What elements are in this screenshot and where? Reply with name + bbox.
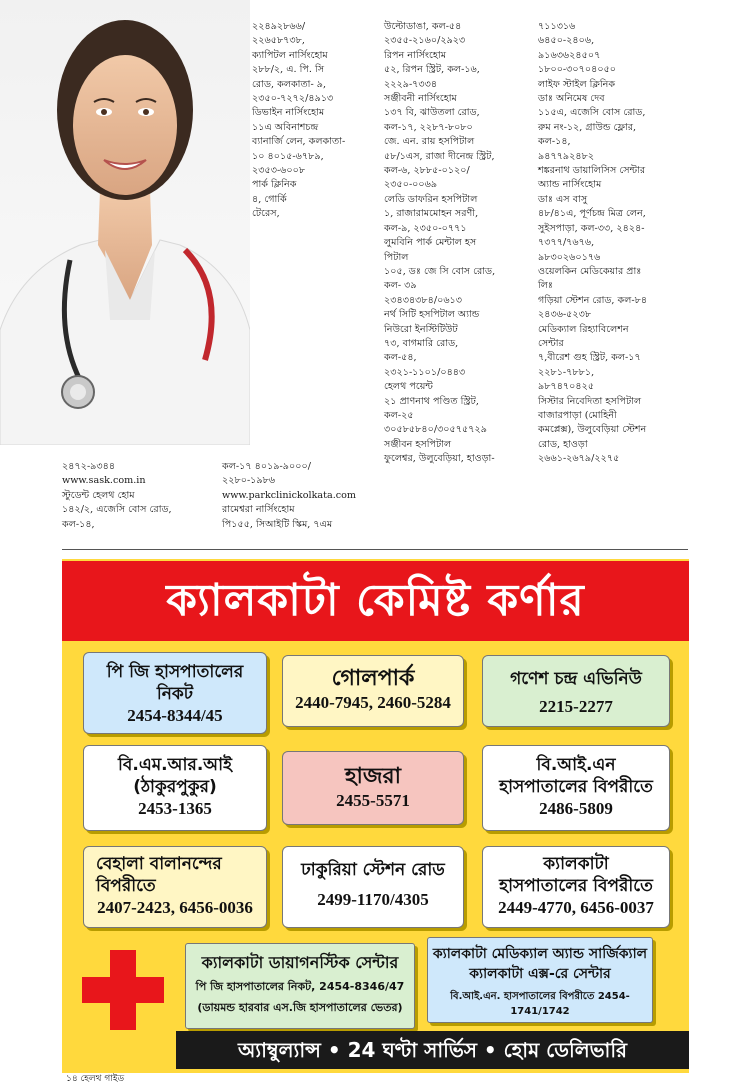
ad-box-label: পি জি হাসপাতালের নিকট [106,662,244,704]
ad-box-ganesh-chandra [482,655,670,727]
medical-title2: ক্যালকাটা এক্স-রে সেন্টার [469,966,611,982]
ad-box-phone: 2454-8344/45 [127,706,223,725]
ad-box-behala [83,846,267,928]
page-footer: ১৪ হেলথ গাইড [66,1074,125,1084]
ad-box-phone: 2486-5809 [539,799,613,818]
diagnostic-line2: (ডায়মন্ড হারবার এস.জি হাসপাতালের ভেতর) [197,1001,403,1014]
ad-box-golpark [282,655,464,727]
ad-box-phone: 2215-2277 [539,697,613,716]
ad-box-hazra [282,751,464,825]
ad-box-bmri [83,745,267,831]
ad-box-label: গোলপার্ক [331,666,415,691]
doctor-photo [0,0,250,445]
section-divider [62,549,688,550]
diagnostic-title: ক্যালকাটা ডায়াগনস্টিক সেন্টার [201,953,399,972]
ad-box-label: ঢাকুরিয়া স্টেশন রোড [301,860,445,880]
ad-box-phone: 2499-1170/4305 [317,890,429,909]
ad-services-bar: অ্যাম্বুল্যান্স • 24 ঘণ্টা সার্ভিস • হোম ডেলিভারি [176,1031,689,1069]
ad-box-label: গণেশ চন্দ্র এভিনিউ [510,669,642,689]
listing-column-2: উল্টোডাঙা, কল-৫৪ ২৩৫৫-২১৬০/২৯২৩ রিপন নার্সিংহোম ৫২, রিপন স্ট্রিট, কল-১৬, ২২২৯-৭৩৩৪ সঞ্জীবনী নার্সিংহোম ১৩৭ বি, ঝাউতলা রোড, কল-১৭, ২২৮৭-৮০৮০ জে. এন. রায় হসপিটাল ৫৮/১এস, রাজা দীনেন্দ্র স্ট্রিট, কল-৬, ২৮৮৫-০১২০/ ২৩৫০-০০৬৯ লেডি ডাফরিন হসপিটাল ১, রাজারামমোহন সরণী, কল-৯, ২৩৫০-০৭৭১ লুমবিনি পার্ক মেন্টাল হস পিটাল ১০৫, ডঃ জে সি বোস রোড, কল- ৩৯ ২৩৪৩৪৩৮৪/০৬১৩ নর্থ সিটি হসপিটাল অ্যান্ড নিউরো ইনস্টিটিউট ৭৩, বাগমারি রোড, কল-৫৪, ২৩২১-১১০১/০৪৪৩ হেলথ পয়েন্ট ২১ প্রাণনাথ পণ্ডিত স্ট্রিট, কল-২৫ ৩০৫৮৫৮৪০/৩০৫৭৫৭২৯ সঞ্জীবন হসপিটাল ফুলেশ্বর, উলুবেড়িয়া, হাওড়া- [384,21,496,465]
ad-title: ক্যালকাটা কেমিষ্ট কর্ণার [62,561,689,641]
ad-box-diagnostic-center [185,943,415,1029]
ad-box-dhakuria [282,846,464,928]
ad-box-phone: 2407-2423, 6456-0036 [97,898,253,917]
medical-line: বি.আই.এন. হাসপাতালের বিপরীতে 2454-1741/1742 [450,991,630,1017]
red-cross-icon [82,950,164,1030]
ad-box-bin-hospital [482,745,670,831]
ad-box-calcutta-hospital [482,846,670,928]
listing-column-3: ৭১১৩১৬ ৬৪৫০-২৪০৬, ৯১৬৩৬২৪৫০৭ ১৮০০-৩০৭০৪০৫০ লাইফ স্টাইল ক্লিনিক ডাঃ অনিমেষ দেব ১১৫এ, এজেসি বোস রোড, রুম নং-১২, গ্রাউন্ড ফ্লোর, কল-১৪, ৯৪৭৭৯২৪৮২ শঙ্করনাথ ডায়ালিসিস সেন্টার অ্যান্ড নার্সিংহোম ডাঃ এস বাসু ৪৮/৪১এ, পূর্ণচন্দ্র মিত্র লেন, সুইসপাড়া, কল-৩৩, ২৪২৪- ৭৩৭৭/৭৬৭৬, ৯৮৩০২৬০১৭৬ ওয়েলকিন মেডিকেয়ার প্রাঃ লিঃ গড়িয়া স্টেশন রোড, কল-৮৪ ২৪৩৬-৫২৩৮ মেডিক্যাল রিহ্যাবিলেশন সেন্টার ৭,বীরেশ গুহ স্ট্রিট, কল-১৭ ২২৮১-৭৮৮১, ৯৮৭৪৭০৪২৫ সিস্টার নিবেদিতা হসপিটাল বাজারপাড়া (মোহিনী কমপ্লেক্স), উলুবেড়িয়া স্টেশন রোড, হাওড়া ২৬৬১-২৬৭৯/২২৭৫ [538,21,648,465]
ad-box-pg-hospital [83,652,267,734]
ad-box-label: হাজরা [344,764,402,789]
ad-box-label: বি.আই.এন হাসপাতালের বিপরীতে [499,755,653,797]
ad-box-phone: 2453-1365 [138,799,212,818]
ad-box-label: ক্যালকাটা হাসপাতালের বিপরীতে [499,854,653,896]
listing-column-4: ২৪৭২-৯৩৪৪ www.sask.com.in স্টুডেন্ট হেলথ হোম ১৪২/২, এজেসি বোস রোড, কল-১৪, [62,461,172,530]
ad-box-medical-surgical [427,937,653,1023]
ad-box-phone: 2440-7945, 2460-5284 [295,693,451,712]
doctor-illustration [0,0,250,445]
listing-column-1: ২২৪৯২৮৬৬/ ২২৬৫৮৭৩৮, ক্যাপিটল নার্সিংহোম ২৮৮/২, এ. পি. সি রোড, কলকাতা- ৯, ২৩৫০-৭২৭২/৪৯১৩ ডিভাইন নার্সিংহোম ১১এ অবিনাশচন্দ্র ব্যানার্জি লেন, কলকাতা- ১০ ৪০১৫-৬৭৮৯, ২৩৫৩-৬০০৮ পার্ক ক্লিনিক ৪, গোর্কি টেরেস, [252,21,346,220]
diagnostic-line1: পি জি হাসপাতালের নিকট, 2454-8346/47 [195,980,405,993]
ad-box-phone: 2455-5571 [336,791,410,810]
medical-title1: ক্যালকাটা মেডিক্যাল অ্যান্ড সার্জিক্যাল [432,946,648,962]
listing-column-5: কল-১৭ ৪০১৯-৯০০০/ ২২৮০-১৯৮৬ www.parkclinickolkata.com রামেশ্বরা নার্সিংহোম পি১৫৫, সিআইটি স্কিম, ৭এম [222,461,356,530]
ad-box-label: বি.এম.আর.আই (ঠাকুরপুকুর) [118,755,232,797]
ad-box-label: বেহালা বালানন্দের বিপরীতে [96,854,222,896]
ad-box-phone: 2449-4770, 6456-0037 [498,898,654,917]
